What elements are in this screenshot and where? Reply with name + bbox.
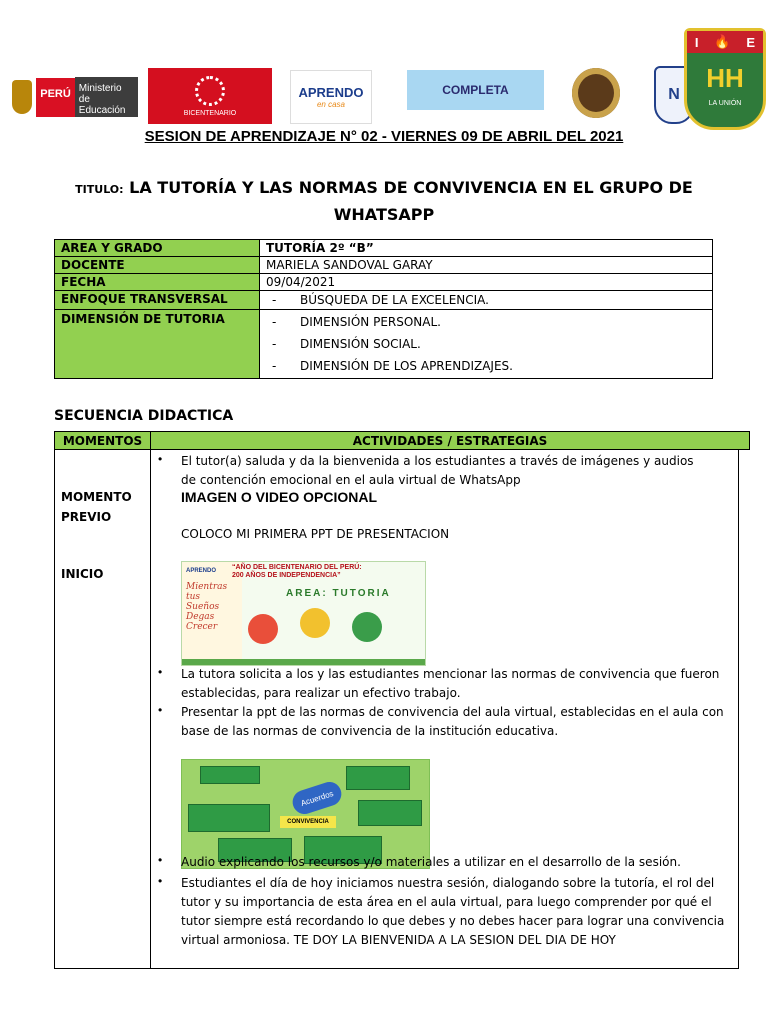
convivencia-label: CONVIVENCIA (280, 816, 336, 828)
row-key: DIMENSIÓN DE TUTORIA (55, 310, 260, 379)
school-n-crest: N (654, 66, 694, 124)
side-word: Mientras (186, 582, 228, 592)
momento-previo-line1: MOMENTO (61, 490, 132, 504)
crest-mark: HH (706, 63, 744, 93)
activity-1-line2: de contención emocional en el aula virtual de WhatsApp (181, 473, 521, 487)
info-table (54, 239, 713, 379)
dash: - (272, 315, 277, 329)
row-key: FECHA (55, 274, 260, 291)
ministry-name: Ministerio de Educación (75, 77, 138, 117)
momentos-column (54, 450, 151, 969)
inicio-label: INICIO (61, 567, 104, 581)
table-row (55, 257, 713, 274)
dash: - (272, 337, 277, 351)
rule-box (358, 800, 422, 826)
side-word: tus (186, 592, 201, 602)
bullet-icon: • (158, 874, 163, 888)
dash: - (272, 359, 277, 373)
torch-icon: 🔥 (714, 34, 731, 49)
bicentenario-label: BICENTENARIO (183, 109, 237, 117)
completa-label: COMPLETA (442, 83, 509, 97)
aprendo-label: APRENDO (298, 85, 364, 100)
activity-5-line2: tutor y su importancia de esta área en el aula virtual, para luego comprender por qué el (181, 895, 712, 909)
row-value: 09/04/2021 (260, 274, 713, 291)
jornada-completa-logo (407, 70, 544, 110)
religious-image (572, 68, 620, 118)
row-value (260, 291, 713, 310)
table-row (55, 240, 713, 257)
enfoque-value: BÚSQUEDA DE LA EXCELENCIA. (300, 293, 489, 307)
activity-5-line1: Estudiantes el día de hoy iniciamos nuestra sesión, dialogando sobre la tutoría, el rol del (181, 876, 715, 890)
bullet-icon: • (158, 665, 163, 679)
table-row (55, 274, 713, 291)
child-figure-icon (248, 614, 278, 644)
bullet-icon: • (158, 703, 163, 717)
crest-place: LA UNIÓN (708, 100, 742, 107)
bullet-icon: • (158, 452, 163, 466)
school-crest (684, 28, 766, 130)
row-value: TUTORÍA 2º “B” (260, 240, 713, 257)
side-text (186, 582, 227, 632)
en-casa-label: en casa (316, 100, 346, 109)
activity-5-line4: virtual armoniosa. TE DOY LA BIENVENIDA A LA SESION DEL DIA DE HOY (181, 933, 616, 947)
coloco-ppt: COLOCO MI PRIMERA PPT DE PRESENTACION (181, 527, 450, 541)
list-item: DIMENSIÓN PERSONAL. (300, 315, 441, 329)
activity-2-line2: establecidas, para realizar un efectivo trabajo. (181, 686, 461, 700)
activity-3-line1: Presentar la ppt de las normas de convivencia del aula virtual, establecidas en el aula con (181, 705, 724, 719)
list-item: DIMENSIÓN DE LOS APRENDIZAJES. (300, 359, 513, 373)
activity-5-line3: tutor siempre está recordando lo que debes y no debes hacer para lograr una convivencia (181, 914, 725, 928)
titulo-prefix: TITULO: (75, 183, 124, 196)
rule-box (188, 804, 270, 832)
bullet-icon: • (158, 853, 163, 867)
side-word: Degas (186, 612, 215, 622)
rule-box (346, 766, 410, 790)
actividades-column (150, 450, 739, 969)
col-header-momentos: MOMENTOS (54, 431, 151, 450)
sequence-heading: SECUENCIA DIDACTICA (54, 408, 234, 424)
row-value (260, 310, 713, 379)
titulo-text: LA TUTORÍA Y LAS NORMAS DE CONVIVENCIA EN EL GRUPO DE WHATSAPP (129, 178, 693, 224)
row-key: DOCENTE (55, 257, 260, 274)
peru-shield-icon (12, 80, 32, 114)
list-item: DIMENSIÓN SOCIAL. (300, 337, 421, 351)
side-word: Crecer (186, 622, 218, 632)
bicentenary-banner: “AÑO DEL BICENTENARIO DEL PERÚ: 200 AÑOS DE INDEPENDENCIA” (232, 564, 362, 579)
activity-1-line1: El tutor(a) saluda y da la bienvenida a los estudiantes a través de imágenes y audios (181, 454, 694, 468)
momento-previo-line2: PREVIO (61, 510, 112, 524)
dash: - (272, 293, 277, 307)
row-key: AREA Y GRADO (55, 240, 260, 257)
peru-brand: PERÚ (36, 78, 75, 117)
session-title: SESION DE APRENDIZAJE N° 02 - VIERNES 09 DE ABRIL DEL 2021 (144, 128, 624, 145)
table-row (55, 291, 713, 310)
table-row (55, 310, 713, 379)
child-figure-icon (352, 612, 382, 642)
side-word: Sueños (186, 602, 220, 612)
sun-icon (195, 76, 225, 106)
row-key: ENFOQUE TRANSVERSAL (55, 291, 260, 310)
aprendo-en-casa-logo (290, 70, 372, 124)
minedu-logo (12, 74, 138, 120)
presentation-image (181, 561, 426, 666)
acuerdos-badge: Acuerdos (290, 779, 345, 817)
imagen-opcional: IMAGEN O VIDEO OPCIONAL (181, 489, 378, 505)
col-header-actividades: ACTIVIDADES / ESTRATEGIAS (150, 431, 750, 450)
activity-4-line1: Audio explicando los recursos y/o materiales a utilizar en el desarrollo de la sesión. (181, 855, 681, 869)
activity-2-line1: La tutora solicita a los y las estudiantes mencionar las normas de convivencia que fueron (181, 667, 720, 681)
aprendo-mini: APRENDO (186, 568, 217, 574)
bicentenario-logo (148, 68, 272, 124)
crest-letter-e: E (746, 34, 756, 50)
crest-top-band (687, 31, 763, 53)
sequence-table (54, 431, 750, 969)
rule-box (200, 766, 260, 784)
child-figure-icon (300, 608, 330, 638)
area-tutoria: AREA: TUTORIA (286, 588, 391, 599)
crest-letter-i: I (694, 34, 699, 50)
lesson-title (60, 175, 708, 227)
activity-3-line2: base de las normas de convivencia de la institución educativa. (181, 724, 559, 738)
row-value: MARIELA SANDOVAL GARAY (260, 257, 713, 274)
